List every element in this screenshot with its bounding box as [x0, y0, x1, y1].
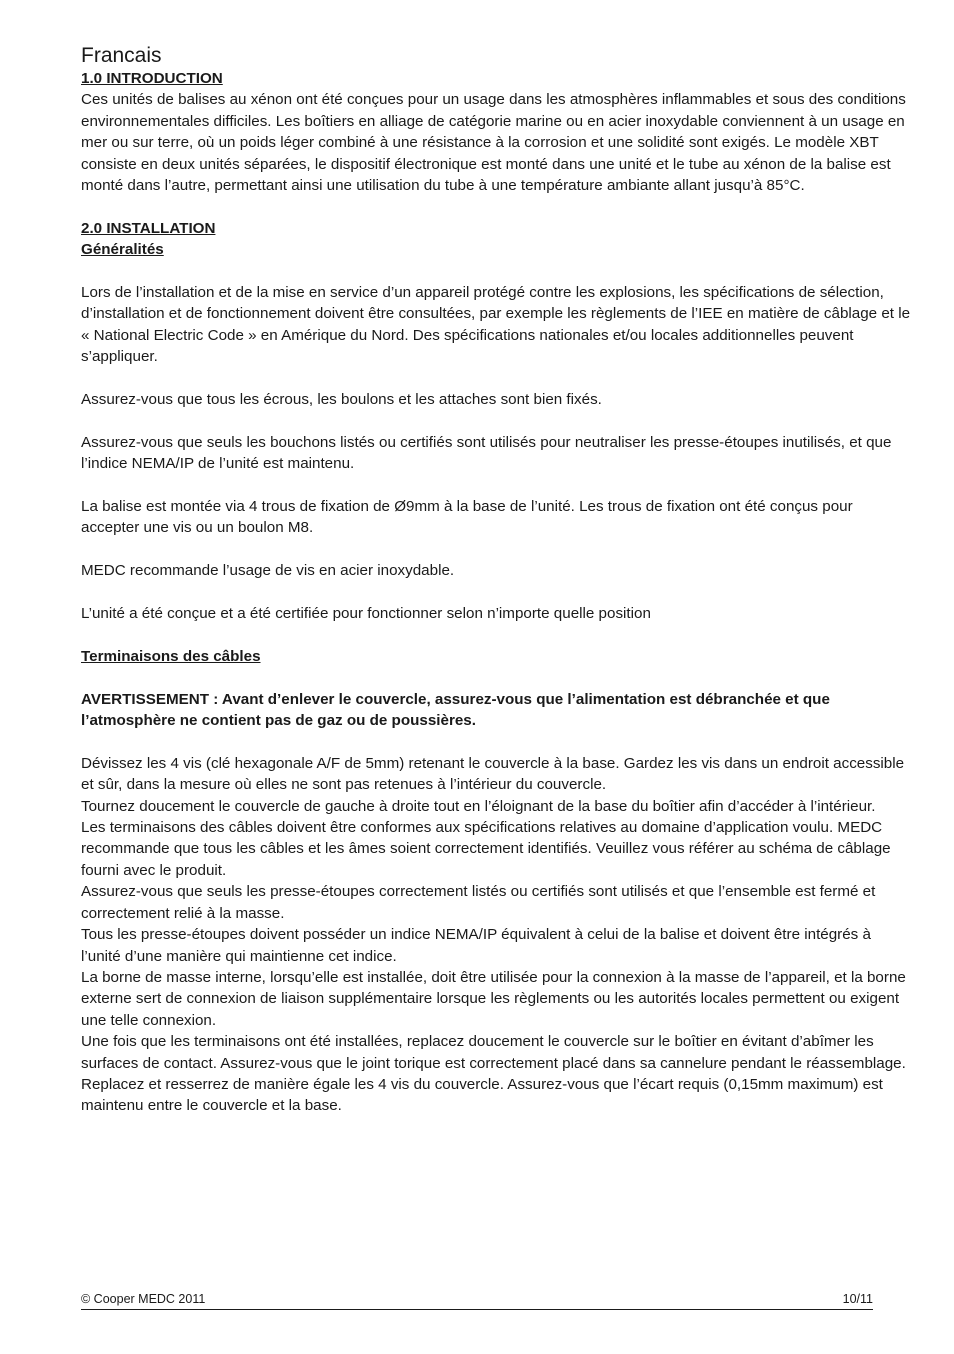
cable-paragraph-1: Dévissez les 4 vis (clé hexagonale A/F de 5mm) retenant le couvercle à la base. Gardez les vis dans un endroit accessible et sûr, dans la mesure où elles ne sont pas retenues à l’intérieur du couvercle.	[81, 754, 905, 794]
spacer	[81, 539, 911, 560]
warning-paragraph: AVERTISSEMENT : Avant d’enlever le couvercle, assurez-vous que l’alimentation est débranchée et que l’atmosphère ne contient pas de gaz ou de poussières.	[81, 690, 830, 730]
spacer	[81, 667, 911, 688]
page-footer	[81, 1291, 873, 1310]
general-paragraph-3: Assurez-vous que seuls les bouchons listés ou certifiés sont utilisés pour neutraliser les presse-étoupes inutilisés, et que l’indice NEMA/IP de l’unité est maintenu.	[81, 433, 892, 473]
general-paragraph-2: Assurez-vous que tous les écrous, les boulons et les attaches sont bien fixés.	[81, 391, 602, 409]
cable-paragraph-4: Assurez-vous que seuls les presse-étoupes correctement listés ou certifiés sont utilisés et que l’ensemble est fermé et correctement relié à la masse.	[81, 883, 876, 922]
cable-terminations-heading: Terminaisons des câbles	[81, 647, 261, 665]
spacer	[81, 261, 911, 282]
general-paragraph-5: MEDC recommande l’usage de vis en acier inoxydable.	[81, 562, 455, 580]
general-paragraph-4: La balise est montée via 4 trous de fixation de Ø9mm à la base de l’unité. Les trous de fixation ont été conçus pour accepter une vis ou un boulon M8.	[81, 498, 853, 537]
footer-copyright: © Cooper MEDC 2011	[81, 1292, 206, 1306]
intro-paragraph: Ces unités de balises au xénon ont été conçues pour un usage dans les atmosphères inflammables et sous des conditions environnementales difficiles. Les boîtiers en alliage de catégorie marine ou en acier inoxydable conviennent à un usage en mer ou sur terre, où un poids léger combiné à une résistance à la corrosion et une solidité sont exigés. Le modèle XBT consiste en deux unités séparées, le dispositif électronique est monté dans une unité et le tube au xénon de la balise est monté dans l’autre, permettant ainsi une utilisation du tube à une température ambiante allant jusqu’à 85°C.	[81, 91, 906, 195]
intro-heading: 1.0 INTRODUCTION	[81, 70, 223, 87]
general-heading: Généralités	[81, 241, 164, 259]
spacer	[81, 368, 911, 389]
document-page	[81, 44, 911, 1117]
spacer	[81, 196, 911, 217]
spacer	[81, 731, 911, 752]
footer-page-number: 10/11	[842, 1292, 873, 1306]
cable-paragraph-7: Une fois que les terminaisons ont été installées, replacez doucement le couvercle sur le boîtier en évitant d’abîmer les surfaces de contact. Assurez-vous que le joint torique est correctement placé dans sa cannelure pendant le réassemblage. Replacez et resserrez de manière égale les 4 vis du couvercle. Assurez-vous que l’écart requis (0,15mm maximum) est maintenu entre le couvercle et la base.	[81, 1033, 906, 1115]
installation-heading: 2.0 INSTALLATION	[81, 219, 216, 237]
cable-paragraph-3: Les terminaisons des câbles doivent être conformes aux spécifications relatives au domaine d’application voulu. MEDC recommande que tous les câbles et les âmes soient correctement identifiés. Veuillez vous référer au schéma de câblage fourni avec le produit.	[81, 819, 891, 879]
cable-paragraph-6: La borne de masse interne, lorsqu’elle est installée, doit être utilisée pour la connexion à la masse de l’appareil, et la borne externe sert de connexion de liaison supplémentaire lorsque les règlements ou les autorités locales permettent ou exigent une telle connexion.	[81, 968, 906, 1029]
spacer	[81, 582, 911, 603]
spacer	[81, 624, 911, 645]
cable-paragraph-5: Tous les presse-étoupes doivent posséder un indice NEMA/IP équivalent à celui de la balise et doivent être intégrés à l’unité d’une manière qui maintienne cet indice.	[81, 926, 871, 965]
general-paragraph-6: L’unité a été conçue et a été certifiée pour fonctionner selon n’importe quelle position	[81, 605, 651, 623]
spacer	[81, 475, 911, 496]
spacer	[81, 410, 911, 431]
language-title: Francais	[81, 44, 162, 67]
general-paragraph-1: Lors de l’installation et de la mise en service d’un appareil protégé contre les explosions, les spécifications de sélection, d’installation et de fonctionnement doivent être consultées, par exemple les règlements de l’IEE en matière de câblage et le « National Electric Code » en Amérique du Nord. Des spécifications nationales et/ou locales additionnelles peuvent s’appliquer.	[81, 284, 911, 366]
cable-paragraph-2: Tournez doucement le couvercle de gauche à droite tout en l’éloignant de la base du boîtier afin d’accéder à l’intérieur.	[81, 797, 876, 815]
